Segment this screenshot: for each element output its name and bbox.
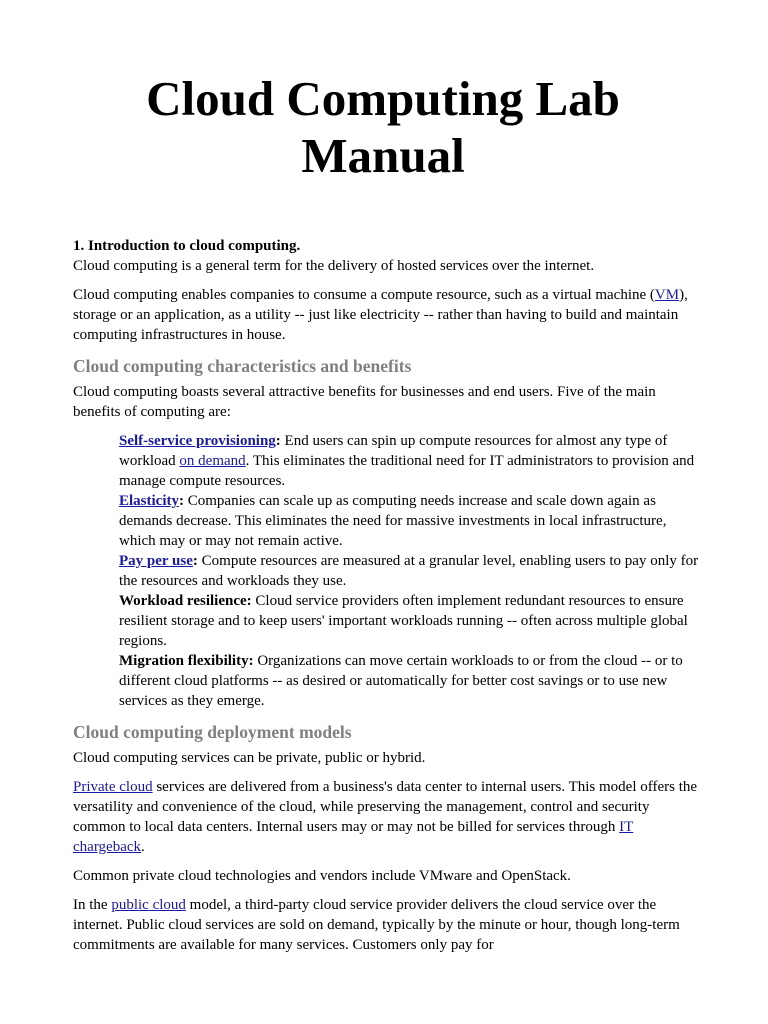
item-text: Cloud service providers often implement redundant resources to ensure resilient storage and to keep users' important workloads running -- often across multiple global regions. bbox=[119, 593, 688, 649]
it-chargeback-link[interactable]: IT chargeback bbox=[73, 819, 634, 855]
term-colon: : bbox=[179, 493, 184, 509]
item-text: Compute resources are measured at a granular level, enabling users to pay only for the resources and workloads they use. bbox=[119, 553, 699, 589]
private-cloud-link[interactable]: Private cloud bbox=[73, 779, 153, 795]
on-demand-link[interactable]: on demand bbox=[179, 453, 246, 469]
list-item bbox=[119, 431, 699, 491]
intro-heading: 1. Introduction to cloud computing. bbox=[73, 238, 301, 254]
document-title: Cloud Computing Lab Manual bbox=[146, 71, 620, 183]
list-item bbox=[119, 491, 699, 551]
term-colon: : bbox=[192, 553, 198, 569]
intro-text: Cloud computing enables companies to consume a compute resource, such as a virtual machine ( bbox=[73, 287, 655, 303]
item-text: Companies can scale up as computing needs increase and scale down again as demands decrease. This eliminates the need for massive investments in local infrastructure, which may or may not remain active. bbox=[119, 493, 667, 549]
document-body bbox=[73, 236, 698, 964]
vm-link[interactable]: VM bbox=[654, 287, 680, 303]
pay-per-use-link[interactable]: Pay per use bbox=[119, 553, 193, 569]
migration-flexibility-term: Migration flexibility: bbox=[119, 653, 254, 669]
item-text: End users can spin up compute resources for almost any type of workload bbox=[119, 433, 668, 469]
paragraph-text: . bbox=[141, 839, 145, 855]
list-item bbox=[119, 651, 699, 711]
list-item bbox=[119, 551, 699, 591]
paragraph-text: services are delivered from a business's data center to internal users. This model offers the versatility and convenience of the cloud, while preserving the management, control and security common to local data centers. Internal users may or may not be billed for services through bbox=[73, 779, 698, 835]
item-text: Organizations can move certain workloads to or from the cloud -- or to different cloud platforms -- as desired or automatically for better cost savings or to use new services as they emerge. bbox=[119, 653, 683, 709]
public-cloud-link[interactable]: public cloud bbox=[111, 897, 186, 913]
characteristics-heading: Cloud computing characteristics and benefits bbox=[73, 356, 412, 376]
paragraph-text: In the bbox=[73, 897, 112, 913]
self-service-provisioning-link[interactable]: Self-service provisioning bbox=[119, 433, 276, 449]
list-item bbox=[119, 591, 699, 651]
deployment-lead: Cloud computing services can be private, public or hybrid. bbox=[73, 750, 426, 766]
intro-paragraph-2 bbox=[73, 285, 698, 345]
term-colon: : bbox=[275, 433, 281, 449]
intro-text: ), storage or an application, as a utility -- just like electricity -- rather than having to build and maintain computing infrastructures in house. bbox=[73, 287, 688, 343]
private-cloud-paragraph bbox=[73, 777, 698, 857]
intro-paragraph-1: Cloud computing is a general term for the delivery of hosted services over the internet. bbox=[73, 258, 595, 274]
benefits-list bbox=[119, 431, 699, 711]
deployment-heading: Cloud computing deployment models bbox=[73, 722, 352, 742]
public-cloud-paragraph bbox=[73, 895, 698, 955]
item-text: . This eliminates the traditional need for IT administrators to provision and manage compute resources. bbox=[119, 453, 695, 489]
elasticity-link[interactable]: Elasticity bbox=[119, 493, 179, 509]
workload-resilience-term: Workload resilience: bbox=[119, 593, 252, 609]
vendors-paragraph: Common private cloud technologies and vendors include VMware and OpenStack. bbox=[73, 868, 571, 884]
characteristics-lead: Cloud computing boasts several attractive benefits for businesses and end users. Five of the main benefits of computing are: bbox=[73, 384, 656, 420]
paragraph-text: model, a third-party cloud service provider delivers the cloud service over the internet. Public cloud services are sold on demand, typically by the minute or hour, though long-term commitments are available for many services. Customers only pay for bbox=[73, 897, 680, 953]
